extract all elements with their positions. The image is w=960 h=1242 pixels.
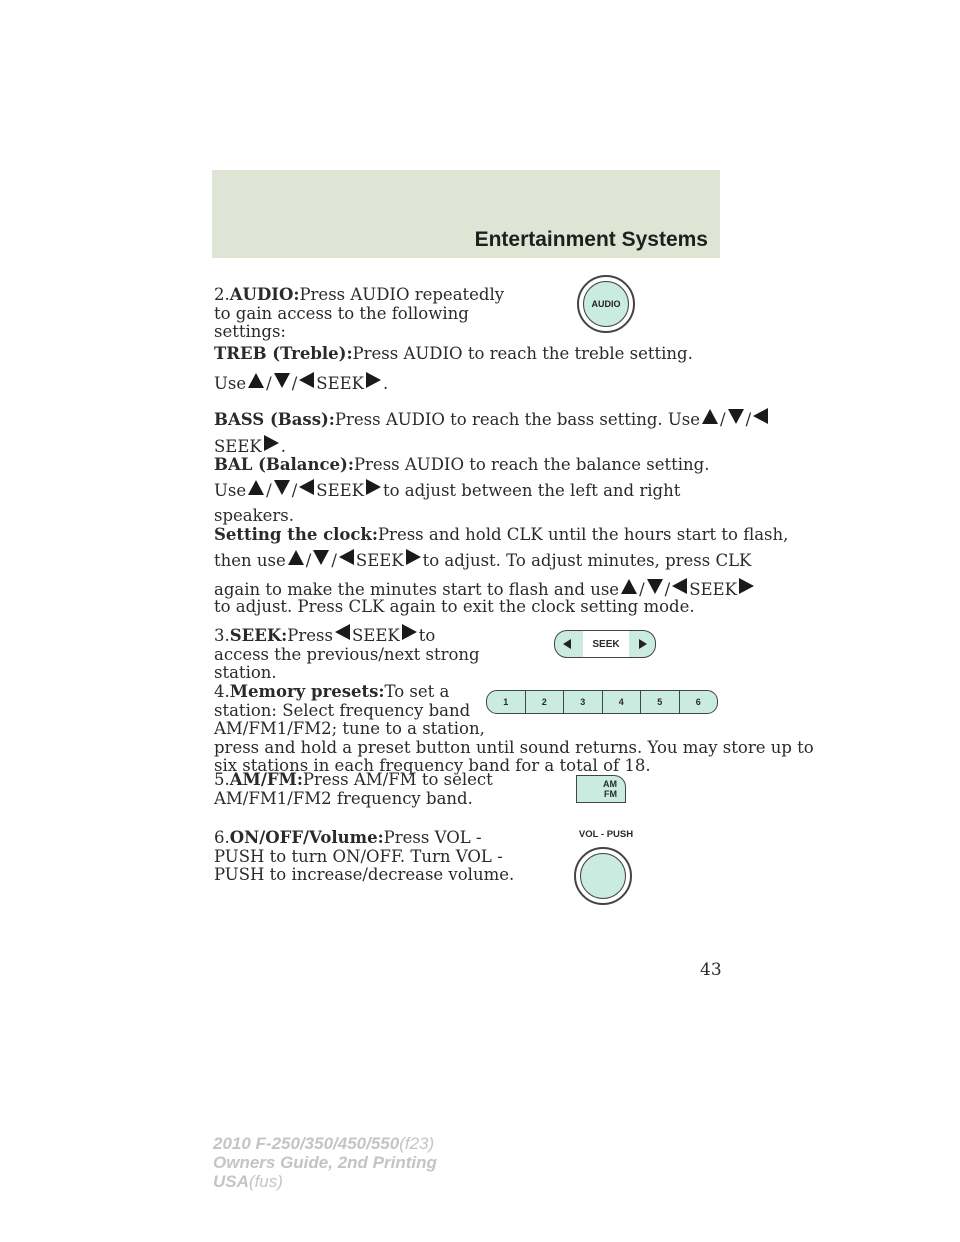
treb-paragraph bbox=[214, 345, 693, 364]
preset-1: 1 bbox=[487, 691, 526, 713]
up-arrow-icon bbox=[288, 550, 304, 565]
left-arrow-icon bbox=[672, 578, 687, 594]
seek-button-figure bbox=[554, 630, 656, 658]
term-presets: Memory presets: bbox=[229, 682, 385, 701]
audio-button-label: AUDIO bbox=[583, 281, 629, 327]
bal-controls-line bbox=[214, 479, 680, 501]
footer-region: USA bbox=[213, 1172, 249, 1191]
clock-exit-text: to adjust. Press CLK again to exit the clock setting mode. bbox=[214, 597, 695, 616]
footer bbox=[213, 1134, 437, 1191]
seek-to-text: to bbox=[418, 626, 436, 645]
up-arrow-icon bbox=[248, 480, 264, 495]
period: . bbox=[280, 437, 286, 456]
left-arrow-icon bbox=[339, 549, 354, 565]
slash: / bbox=[291, 481, 298, 500]
preset-2: 2 bbox=[526, 691, 565, 713]
item-number: 6. bbox=[214, 828, 230, 847]
right-arrow-icon bbox=[739, 578, 754, 594]
slash: / bbox=[291, 374, 298, 393]
seek-text: SEEK bbox=[316, 374, 364, 393]
presets-text-5: six stations in each frequency band for a total of 18. bbox=[214, 756, 651, 775]
amfm-button-figure bbox=[576, 775, 626, 803]
seek-left-arrow-icon bbox=[563, 639, 571, 649]
volume-knob-figure bbox=[574, 847, 632, 905]
seek-right-arrow-icon bbox=[639, 639, 647, 649]
slash: / bbox=[305, 551, 312, 570]
clock-text: Press and hold CLK until the hours start to flash, bbox=[377, 525, 789, 544]
term-volume: ON/OFF/Volume: bbox=[229, 828, 384, 847]
audio-text-1: Press AUDIO repeatedly bbox=[299, 285, 505, 304]
left-arrow-icon bbox=[299, 372, 314, 388]
slash: / bbox=[266, 481, 272, 500]
item-number: 4. bbox=[214, 682, 230, 701]
seek-text: SEEK bbox=[316, 481, 364, 500]
slash: / bbox=[639, 580, 645, 599]
amfm-paragraph bbox=[214, 771, 493, 808]
vol-push-label: VOL - PUSH bbox=[578, 829, 634, 840]
right-arrow-icon bbox=[406, 549, 421, 565]
down-arrow-icon bbox=[728, 409, 744, 424]
clock-adjust-text: to adjust. To adjust minutes, press CLK bbox=[422, 551, 752, 570]
down-arrow-icon bbox=[274, 373, 290, 388]
seek-text: SEEK bbox=[214, 437, 262, 456]
term-amfm: AM/FM: bbox=[229, 770, 303, 789]
term-audio: AUDIO: bbox=[229, 285, 300, 304]
seek-press-text: Press bbox=[287, 626, 333, 645]
seek-paragraph bbox=[214, 624, 480, 683]
down-arrow-icon bbox=[313, 550, 329, 565]
header-band bbox=[212, 170, 720, 258]
term-clock: Setting the clock: bbox=[214, 525, 378, 544]
seek-text: SEEK bbox=[351, 626, 400, 645]
clock-paragraph bbox=[214, 526, 788, 545]
volume-text-1: Press VOL - bbox=[383, 828, 482, 847]
use-text: Use bbox=[214, 374, 247, 393]
preset-buttons-figure bbox=[486, 690, 718, 714]
treb-controls-line bbox=[214, 372, 388, 394]
amfm-text-1: Press AM/FM to select bbox=[302, 770, 493, 789]
seek-text: SEEK bbox=[689, 580, 737, 599]
preset-6: 6 bbox=[695, 697, 701, 707]
right-arrow-icon bbox=[402, 624, 417, 640]
audio-text-3: settings: bbox=[214, 322, 286, 341]
left-arrow-icon bbox=[753, 408, 768, 424]
clock-line-2 bbox=[214, 549, 751, 571]
bass-text: Press AUDIO to reach the bass setting. Use bbox=[334, 410, 701, 429]
audio-paragraph bbox=[214, 286, 504, 342]
term-treb: TREB (Treble): bbox=[214, 344, 353, 363]
amfm-line-2: FM bbox=[604, 789, 617, 799]
seek-text: SEEK bbox=[355, 551, 404, 570]
seek-text-2: access the previous/next strong bbox=[214, 644, 480, 664]
right-arrow-icon bbox=[366, 372, 381, 388]
volume-text-2: PUSH to turn ON/OFF. Turn VOL - bbox=[214, 846, 503, 866]
preset-3: 3 bbox=[564, 691, 603, 713]
volume-knob-inner bbox=[580, 853, 626, 899]
preset-5: 5 bbox=[641, 691, 680, 713]
audio-button-figure bbox=[577, 275, 635, 333]
footer-code: (f23) bbox=[399, 1134, 435, 1153]
preset-4: 4 bbox=[603, 691, 642, 713]
slash: / bbox=[720, 410, 726, 429]
seek-text-3: station. bbox=[214, 663, 277, 682]
term-bal: BAL (Balance): bbox=[214, 455, 354, 474]
page-number: 43 bbox=[700, 960, 722, 980]
bass-paragraph bbox=[214, 408, 770, 430]
footer-guide: Owners Guide, 2nd Printing bbox=[213, 1153, 437, 1172]
slash: / bbox=[745, 410, 752, 429]
up-arrow-icon bbox=[248, 373, 264, 388]
up-arrow-icon bbox=[702, 409, 718, 424]
presets-text-3: AM/FM1/FM2; tune to a station, bbox=[214, 719, 485, 738]
right-arrow-icon bbox=[264, 435, 279, 451]
left-arrow-icon bbox=[299, 479, 314, 495]
amfm-text-2: AM/FM1/FM2 frequency band. bbox=[214, 788, 473, 808]
term-seek: SEEK: bbox=[229, 626, 288, 645]
treb-text: Press AUDIO to reach the treble setting. bbox=[352, 344, 693, 363]
left-arrow-icon bbox=[335, 624, 350, 640]
presets-text-4: press and hold a preset button until sound returns. You may store up to bbox=[214, 737, 814, 757]
page-title: Entertainment Systems bbox=[474, 228, 708, 251]
right-arrow-icon bbox=[366, 479, 381, 495]
down-arrow-icon bbox=[647, 579, 663, 594]
clock-then-use: then use bbox=[214, 551, 286, 570]
audio-text-2: to gain access to the following bbox=[214, 303, 469, 323]
clock-again-text: again to make the minutes start to flash and use bbox=[214, 580, 620, 599]
seek-figure-label: SEEK bbox=[583, 631, 629, 657]
term-bass: BASS (Bass): bbox=[214, 410, 335, 429]
presets-text-1: To set a bbox=[384, 682, 450, 701]
bal-text: Press AUDIO to reach the balance setting. bbox=[353, 455, 710, 474]
slash: / bbox=[266, 374, 272, 393]
presets-text-2: station: Select frequency band bbox=[214, 700, 471, 720]
down-arrow-icon bbox=[274, 480, 290, 495]
use-text: Use bbox=[214, 481, 247, 500]
slash: / bbox=[331, 551, 337, 570]
amfm-line-1: AM bbox=[603, 779, 617, 789]
volume-text-3: PUSH to increase/decrease volume. bbox=[214, 865, 515, 884]
bal-adjust-text: to adjust between the left and right bbox=[383, 481, 681, 500]
item-number: 3. bbox=[214, 626, 230, 645]
bal-paragraph bbox=[214, 456, 710, 475]
bass-controls-line bbox=[214, 435, 286, 457]
footer-model: 2010 F-250/350/450/550 bbox=[213, 1134, 400, 1153]
item-number: 5. bbox=[214, 770, 230, 789]
period: . bbox=[383, 374, 389, 393]
footer-region-code: (fus) bbox=[248, 1172, 283, 1191]
volume-paragraph bbox=[214, 829, 514, 885]
item-number: 2. bbox=[214, 285, 230, 304]
up-arrow-icon bbox=[621, 579, 637, 594]
slash: / bbox=[664, 580, 671, 599]
bal-speakers-text: speakers. bbox=[214, 506, 294, 525]
